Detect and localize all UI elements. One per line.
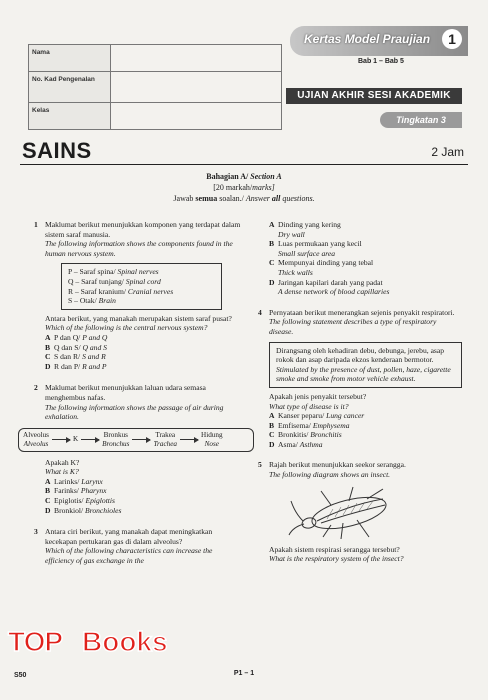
flow-arrow (132, 439, 150, 440)
section-marks: [20 markah/marks] (213, 183, 275, 192)
option-d[interactable]: D Asma/ Asthma (269, 439, 323, 449)
question-3-options (258, 220, 462, 297)
flow-arrow (52, 439, 70, 440)
flow-trachea: Trakea Trachea (153, 430, 178, 448)
page-code: S50 (14, 672, 27, 679)
question-2: 2 Maklumat berikut menunjukkan laluan udara semasa menghembus nafas. The following information shows the passage of air during exhalation. (34, 383, 224, 422)
option-d[interactable]: D Jaringan kapilari darah yang padat A dense network of blood capillaries (269, 277, 390, 297)
section-heading: Bahagian A/ Section A (206, 172, 282, 181)
q1-info-box: P – Saraf spina/ Spinal nerves Q – Saraf tunjang/ Spinal cord R – Saraf kranium/ Cranial nerves S – Otak/ Brain (61, 263, 222, 309)
class-label: Kelas (29, 103, 111, 129)
option-d[interactable]: D Bronkiol/ Bronchioles (45, 505, 122, 515)
option-a[interactable]: A Kanser peparu/ Lung cancer (269, 411, 365, 421)
exam-label: UJIAN AKHIR SESI AKADEMIK (286, 88, 462, 104)
question-4: 4 Pernyataan berikut menerangkan sejenis penyakit respiratori. The following statement describes a type of respiratory disease. Dirangsang oleh kehadiran debu, debunga, jerebu, asap rokok dan asap daripada ekzos kenderaan bermotor. Stimulated by the presence of dust, pollen, haze, cigarette smoke and smoke from motor vehicle exhaust. Apakah jenis penyakit tersebut? What type of disease is it? A Kanser peparu/ Lung cancer B Emfisema/ Emphysema C Bronkitis/ Bronchitis D Asma/ Asthma (258, 308, 462, 450)
page-number: P1 – 1 (233, 670, 255, 677)
flow-k: K (72, 435, 79, 444)
option-b[interactable]: B Emfisema/ Emphysema (269, 420, 350, 430)
ic-label: No. Kad Pengenalan (29, 72, 111, 102)
class-row (29, 103, 281, 129)
paper-banner (290, 26, 468, 56)
section-instructions: Jawab semua soalan./ Answer all questions. (173, 194, 315, 203)
option-a[interactable]: A Dinding yang kering Dry wall (269, 220, 341, 239)
topbooks-logo (8, 624, 192, 674)
flow-alveolus: Alveolus Alveolus (23, 430, 49, 448)
option-a[interactable]: A Larinks/ Larynx (45, 476, 103, 486)
ic-row (29, 72, 281, 103)
paper-title: Kertas Model Praujian (304, 32, 431, 46)
question-5: 5 Rajah berikut menunjukkan seekor serangga. The following diagram shows an insect. Apakah sistem respirasi serangga tersebut? What is the respiratory system of the insect? (258, 460, 406, 564)
header-divider (20, 164, 468, 165)
flow-arrow (81, 439, 99, 440)
duration: 2 Jam (431, 145, 464, 159)
flow-arrow (180, 439, 198, 440)
option-c[interactable]: C Bronkitis/ Bronchitis (269, 430, 342, 440)
subject-title: SAINS (22, 138, 92, 163)
flow-nose: Hidung Nose (201, 430, 223, 448)
logo-top: TOP (8, 626, 63, 657)
option-c[interactable]: C S dan R/ S and R (45, 352, 106, 362)
flow-bronchus: Bronkus Bronchus (102, 430, 130, 448)
option-c[interactable]: C Mempunyai dinding yang tebal Thick walls (269, 258, 374, 277)
student-info-form (28, 44, 282, 130)
left-column: 1 Maklumat berikut menunjukkan komponen yang terdapat dalam sistem saraf manusia. The following information shows the components found in the human nervous system. P – Saraf spina/ Spinal nerves Q – Saraf tunjang/ Spinal cord R – Saraf kranium/ Cranial nerves S – Otak/ Brain Antara berikut, yang manakah merupakan sistem saraf pusat? Which of the following is the central nervous system? A P dan Q/ P and Q B Q dan S/ Q and S C S dan R/ S and R D R dan P/ R and P 2 Maklumat berikut menunjukkan laluan udara semasa menghembus nafas. The following information shows the passage of air during exhalation. Alveolus Alveolus K Bronkus Bronchus Trakea Trachea Hidung Nose Apakah K? What is K? A Larinks/ Larynx B Farinks/ Pharynx C Epiglotis/ Epiglottis D Bronkiol/ Bronchioles 3 Antara ciri berikut, yang manakah dapat meningkatkan kecekapan pertukaran gas di dalam alveolus? Which of the following characteristics can increase the efficiency of gas exchange in the (34, 220, 242, 566)
cockroach-diagram (287, 483, 407, 541)
paper-number: 1 (442, 29, 462, 49)
name-label: Nama (29, 45, 111, 71)
option-b[interactable]: B Luas permukaan yang kecil Small surface area (269, 239, 362, 258)
question-1: 1 Maklumat berikut menunjukkan komponen yang terdapat dalam sistem saraf manusia. The following information shows the components found in the human nervous system. P – Saraf spina/ Spinal nerves Q – Saraf tunjang/ Spinal cord R – Saraf kranium/ Cranial nerves S – Otak/ Brain Antara berikut, yang manakah merupakan sistem saraf pusat? Which of the following is the central nervous system? A P dan Q/ P and Q B Q dan S/ Q and S C S dan R/ S and R D R dan P/ R and P (34, 220, 241, 371)
air-passage-flow (18, 428, 254, 452)
question-3: 3 Antara ciri berikut, yang manakah dapat meningkatkan kecekapan pertukaran gas di dalam alveolus? Which of the following characteristics can increase the efficiency of gas exchange in the (34, 527, 213, 566)
option-c[interactable]: C Epiglotis/ Epiglottis (45, 496, 115, 506)
option-b[interactable]: B Farinks/ Pharynx (45, 486, 107, 496)
name-row (29, 45, 281, 72)
class-field[interactable] (111, 103, 281, 129)
option-a[interactable]: A P dan Q/ P and Q (45, 332, 108, 342)
level-label: Tingkatan 3 (380, 112, 462, 128)
name-field[interactable] (111, 45, 281, 71)
q4-statement-box: Dirangsang oleh kehadiran debu, debunga, jerebu, asap rokok dan asap daripada ekzos kenderaan bermotor. Stimulated by the presence of dust, pollen, haze, cigarette smoke and smoke from motor vehicle exhaust. (269, 342, 462, 388)
option-b[interactable]: B Q dan S/ Q and S (45, 342, 107, 352)
chapter-range: Bab 1 – Bab 5 (358, 58, 404, 65)
option-d[interactable]: D R dan P/ R and P (45, 361, 107, 371)
logo-books: Books (82, 626, 168, 657)
ic-field[interactable] (111, 72, 281, 102)
right-column (258, 220, 462, 564)
